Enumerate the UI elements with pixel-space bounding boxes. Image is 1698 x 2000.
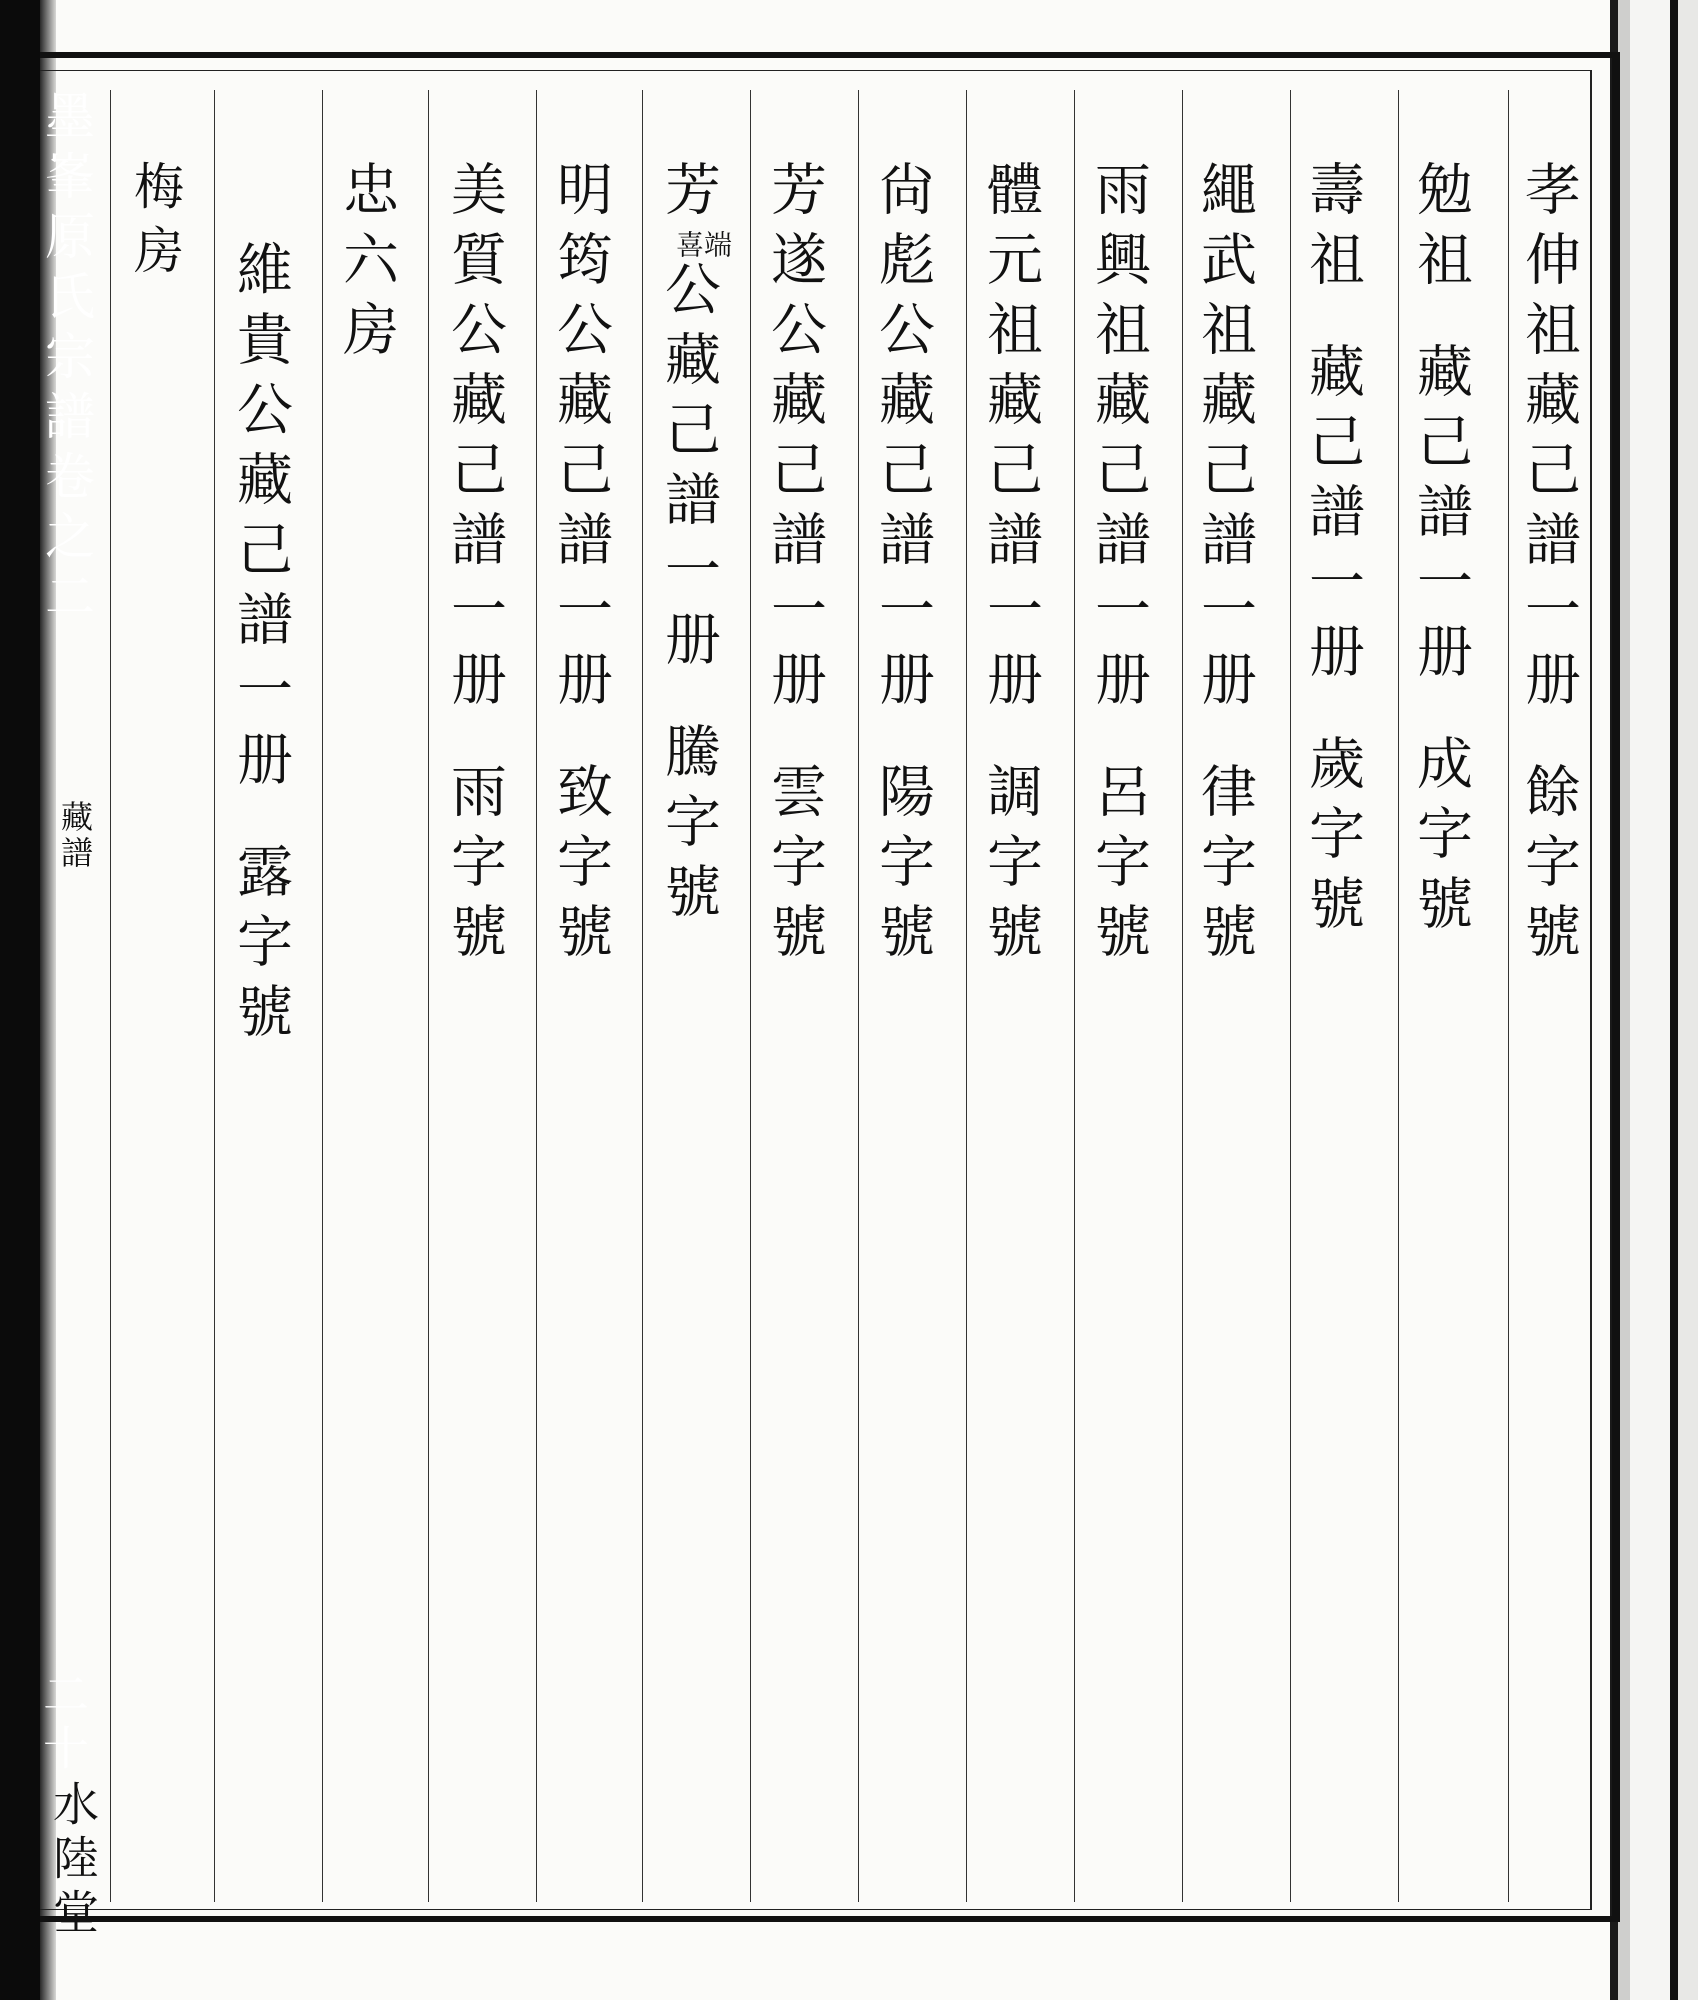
- column-rule: [536, 90, 537, 1902]
- column-rule: [322, 90, 323, 1902]
- register-entry: 壽祖藏己譜一册歲字號: [1300, 160, 1365, 944]
- column-rule: [1508, 90, 1509, 1902]
- column-rule: [1398, 90, 1399, 1902]
- column-rule: [642, 90, 643, 1902]
- register-entry: 美質公藏己譜一册雨字號: [442, 160, 507, 972]
- interlinear-note: 端 喜: [672, 230, 733, 260]
- column-rule: [750, 90, 751, 1902]
- register-entry: 維貴公藏己譜一册露字號: [228, 240, 293, 1052]
- column-rule: [966, 90, 967, 1902]
- column-rule: [214, 90, 215, 1902]
- register-entry: 明筠公藏己譜一册致字號: [548, 160, 613, 972]
- column-rule: [1074, 90, 1075, 1902]
- register-entry: 芳遂公藏己譜一册雲字號: [762, 160, 827, 972]
- book-title: 墨峯原氏宗譜卷之二: [37, 90, 95, 630]
- column-rule: [858, 90, 859, 1902]
- house-heading: 忠六房: [334, 160, 399, 370]
- hall-name: 水陸堂: [46, 1780, 100, 1942]
- column-rule: [1290, 90, 1291, 1902]
- register-entry: 勉祖藏己譜一册成字號: [1408, 160, 1473, 944]
- column-rule: [1182, 90, 1183, 1902]
- column-rule: [110, 90, 111, 1902]
- section-label: 藏譜: [56, 800, 94, 872]
- register-entry: 雨興祖藏己譜一册呂字號: [1086, 160, 1151, 972]
- register-entry: 尙彪公藏己譜一册陽字號: [870, 160, 935, 972]
- register-entry: 體元祖藏己譜一册調字號: [978, 160, 1043, 972]
- column-rule: [428, 90, 429, 1902]
- register-entry: 芳 端 喜 公藏己譜一册騰字號: [656, 160, 733, 932]
- right-page-edge: [1610, 0, 1698, 2000]
- register-entry: 繩武祖藏己譜一册律字號: [1192, 160, 1257, 972]
- page-number: 二十: [36, 1670, 90, 1778]
- branch-label: 梅房: [126, 160, 184, 288]
- register-entry: 孝伸祖藏己譜一册餘字號: [1516, 160, 1581, 972]
